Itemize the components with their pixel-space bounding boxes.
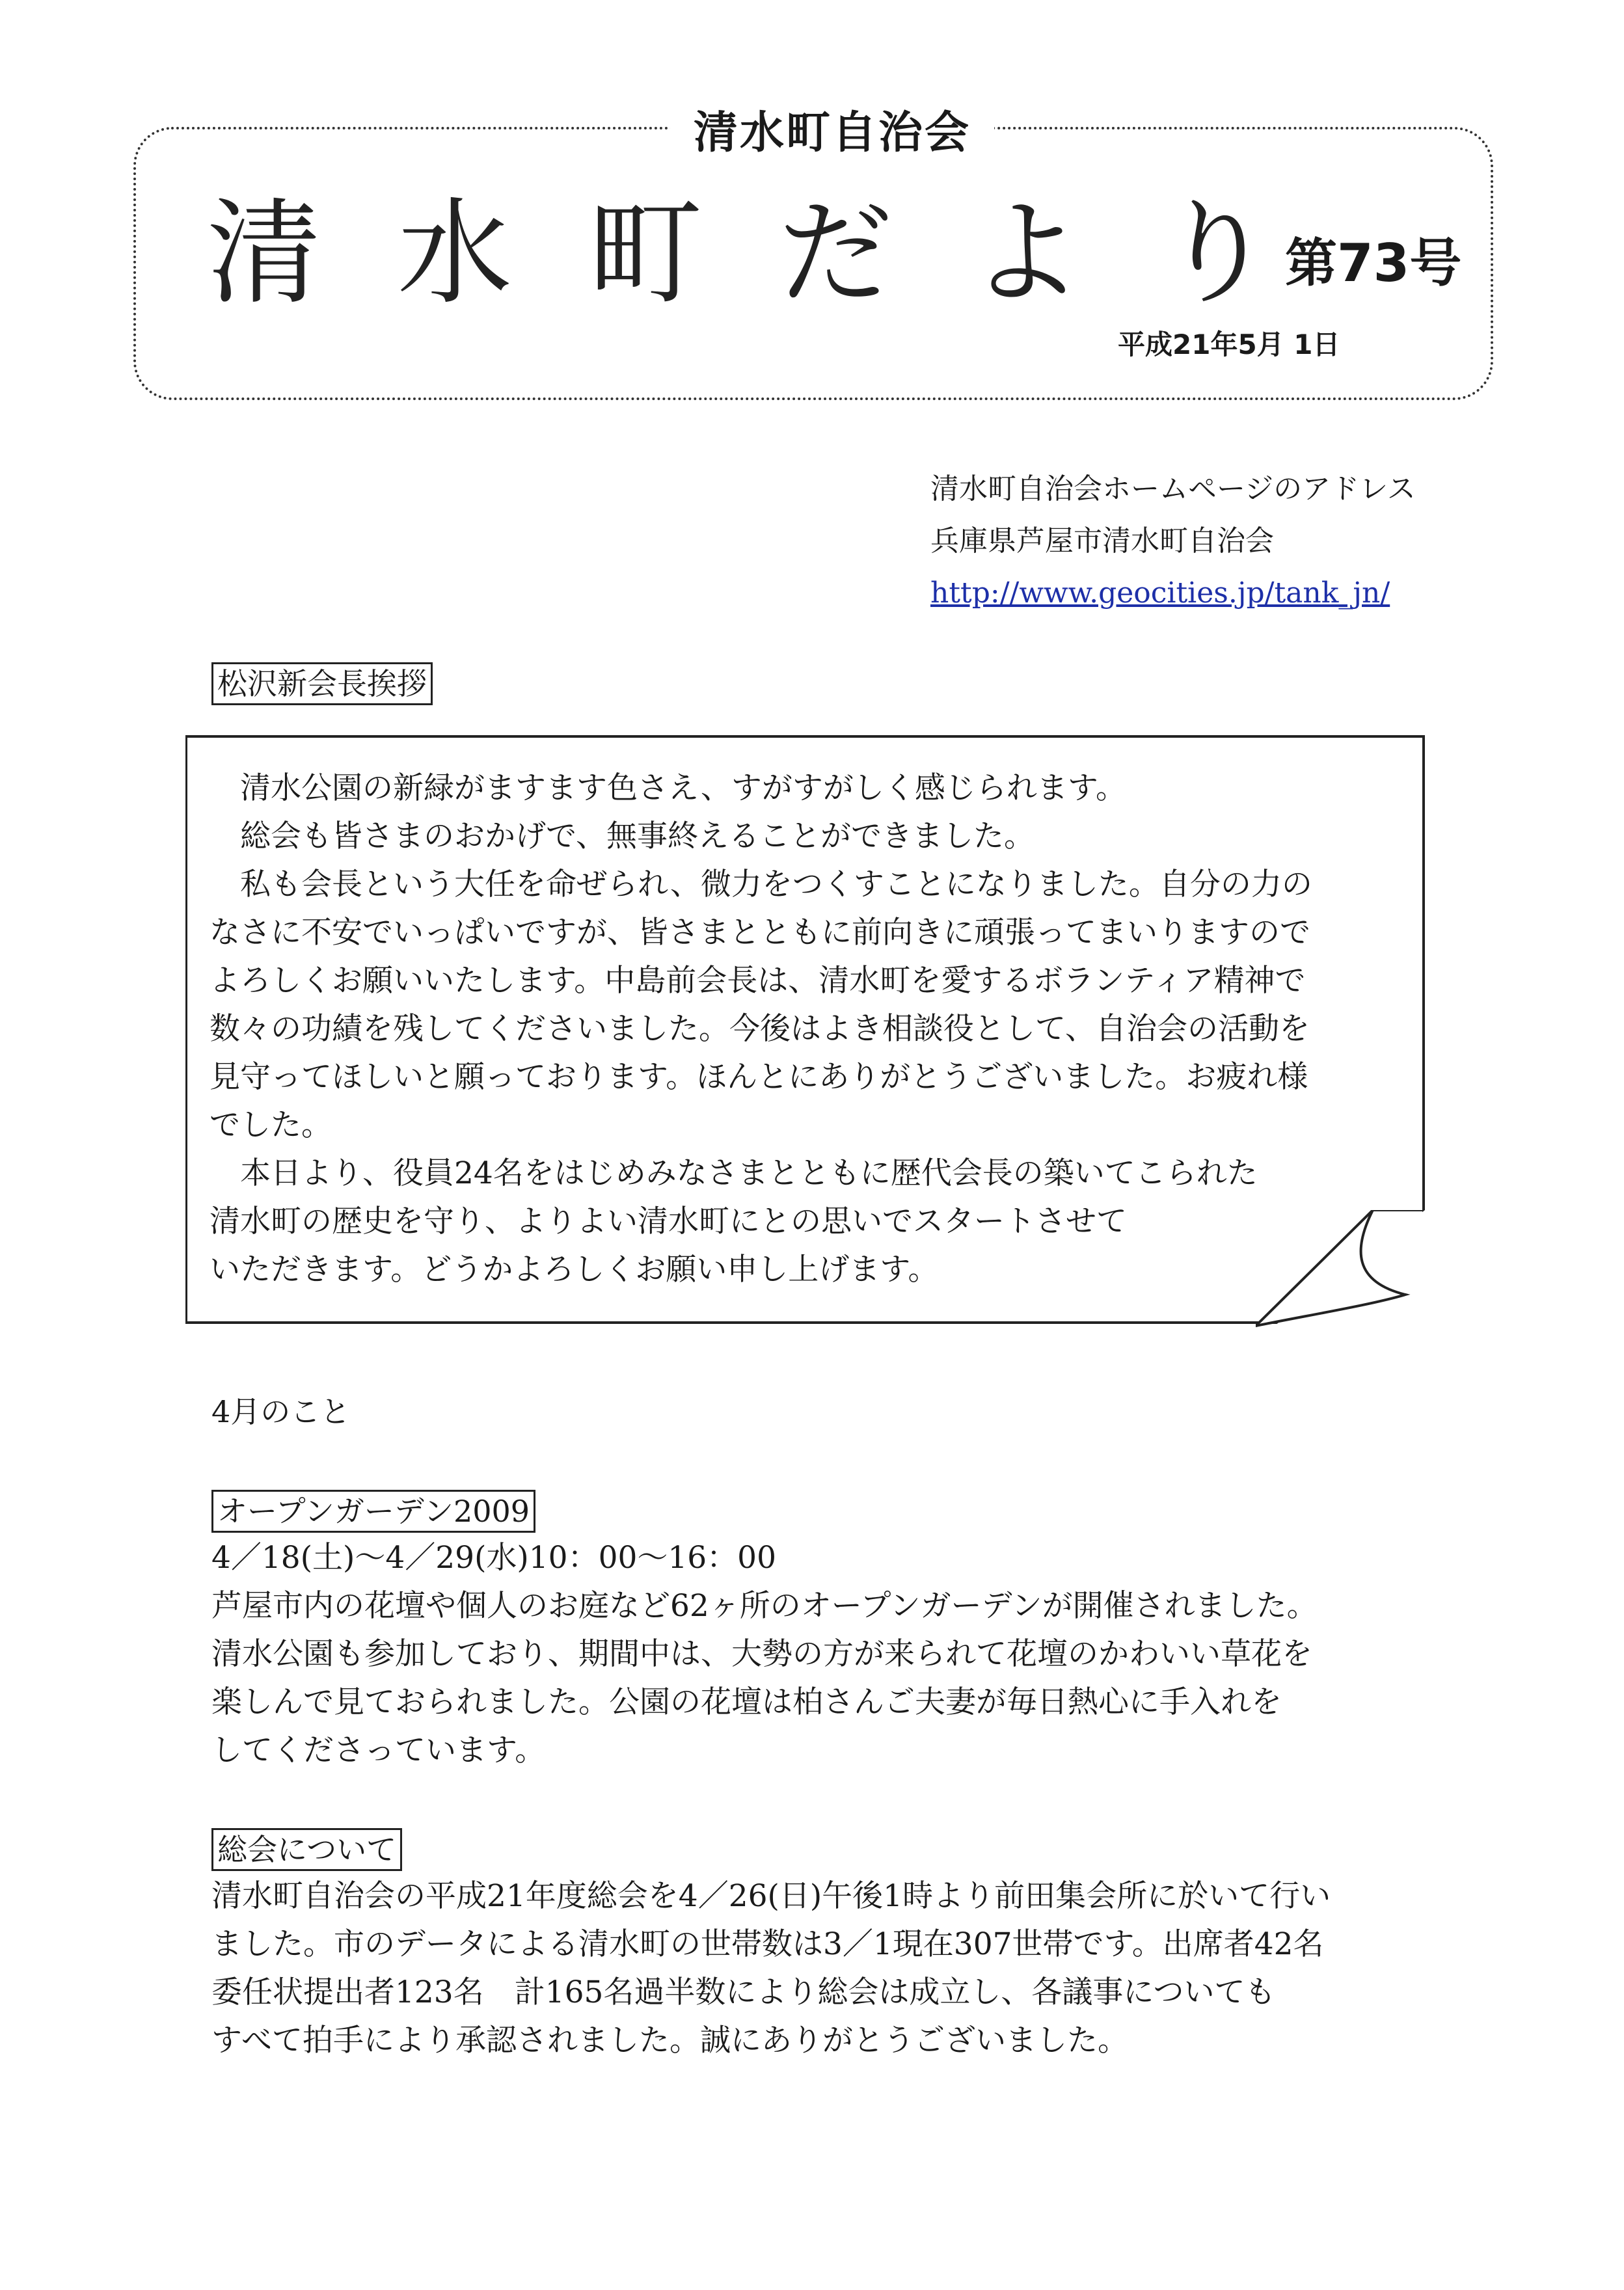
greeting-line: 清水町の歴史を守り、よりよい清水町にとの思いでスタートさせて bbox=[210, 1204, 1127, 1239]
open-garden-line: 清水公園も参加しており、期間中は、大勢の方が来られて花壇のかわいい草花を bbox=[211, 1636, 1312, 1672]
general-meeting-line: ました。市のデータによる清水町の世帯数は3／1現在307世帯です。出席者42名 bbox=[211, 1926, 1324, 1962]
newsletter-title bbox=[207, 189, 1274, 319]
general-meeting-heading: 総会について bbox=[211, 1828, 402, 1871]
title-char: だ bbox=[778, 187, 893, 320]
title-char: 清 bbox=[207, 187, 322, 320]
greeting-line: でした。 bbox=[210, 1107, 332, 1143]
greeting-line: いただきます。どうかよろしくお願い申し上げます。 bbox=[210, 1252, 939, 1287]
open-garden-line: 芦屋市内の花壇や個人のお庭など62ヶ所のオープンガーデンが開催されました。 bbox=[211, 1588, 1318, 1624]
general-meeting-line: 清水町自治会の平成21年度総会を4／26(日)午後1時より前田集会所に於いて行い bbox=[211, 1878, 1331, 1914]
april-heading: 4月のこと bbox=[211, 1394, 351, 1429]
greeting-line: 本日より、役員24名をはじめみなさまとともに歴代会長の築いてこられた bbox=[210, 1155, 1258, 1191]
greeting-line: 数々の功績を残してくださいました。今後はよき相談役として、自治会の活動を bbox=[210, 1011, 1310, 1047]
title-char: 水 bbox=[397, 187, 512, 320]
greeting-heading: 松沢新会長挨拶 bbox=[211, 662, 433, 705]
title-char: り bbox=[1159, 187, 1274, 320]
issue-date: 平成21年5月 1日 bbox=[1118, 329, 1340, 360]
open-garden-line: してくださっています。 bbox=[211, 1732, 546, 1768]
greeting-line: なさに不安でいっぱいですが、皆さまとともに前向きに頑張ってまいりますので bbox=[210, 915, 1310, 950]
greeting-line: 私も会長という大任を命ぜられ、微力をつくすことになりました。自分の力の bbox=[210, 867, 1312, 902]
greeting-line: 総会も皆さまのおかげで、無事終えることができました。 bbox=[210, 818, 1035, 854]
title-char: 町 bbox=[588, 187, 703, 320]
open-garden-heading: オープンガーデン2009 bbox=[211, 1490, 535, 1533]
association-location: 兵庫県芦屋市清水町自治会 bbox=[930, 524, 1274, 558]
homepage-label: 清水町自治会ホームページのアドレス bbox=[930, 472, 1416, 505]
greeting-line: 見守ってほしいと願っております。ほんとにありがとうございました。お疲れ様 bbox=[210, 1059, 1308, 1095]
greeting-line: よろしくお願いいたします。中島前会長は、清水町を愛するボランティア精神で bbox=[210, 963, 1306, 999]
title-char: よ bbox=[969, 187, 1084, 320]
open-garden-line: 楽しんで見ておられました。公園の花壇は柏さんご夫妻が毎日熱心に手入れを bbox=[211, 1684, 1282, 1720]
organization-name: 清水町自治会 bbox=[670, 104, 994, 163]
greeting-line: 清水公園の新緑がますます色さえ、すがすがしく感じられます。 bbox=[210, 770, 1127, 806]
issue-number: 第73号 bbox=[1285, 233, 1462, 293]
general-meeting-line: すべて拍手により承認されました。誠にありがとうございました。 bbox=[211, 2023, 1129, 2058]
general-meeting-line: 委任状提出者123名 計165名過半数により総会は成立し、各議事についても bbox=[211, 1974, 1276, 2010]
page-curl-icon bbox=[1256, 1210, 1425, 1340]
open-garden-dates: 4／18(土)～4／29(水)10：00～16：00 bbox=[211, 1540, 776, 1576]
homepage-link[interactable]: http://www.geocities.jp/tank_jn/ bbox=[930, 576, 1390, 610]
